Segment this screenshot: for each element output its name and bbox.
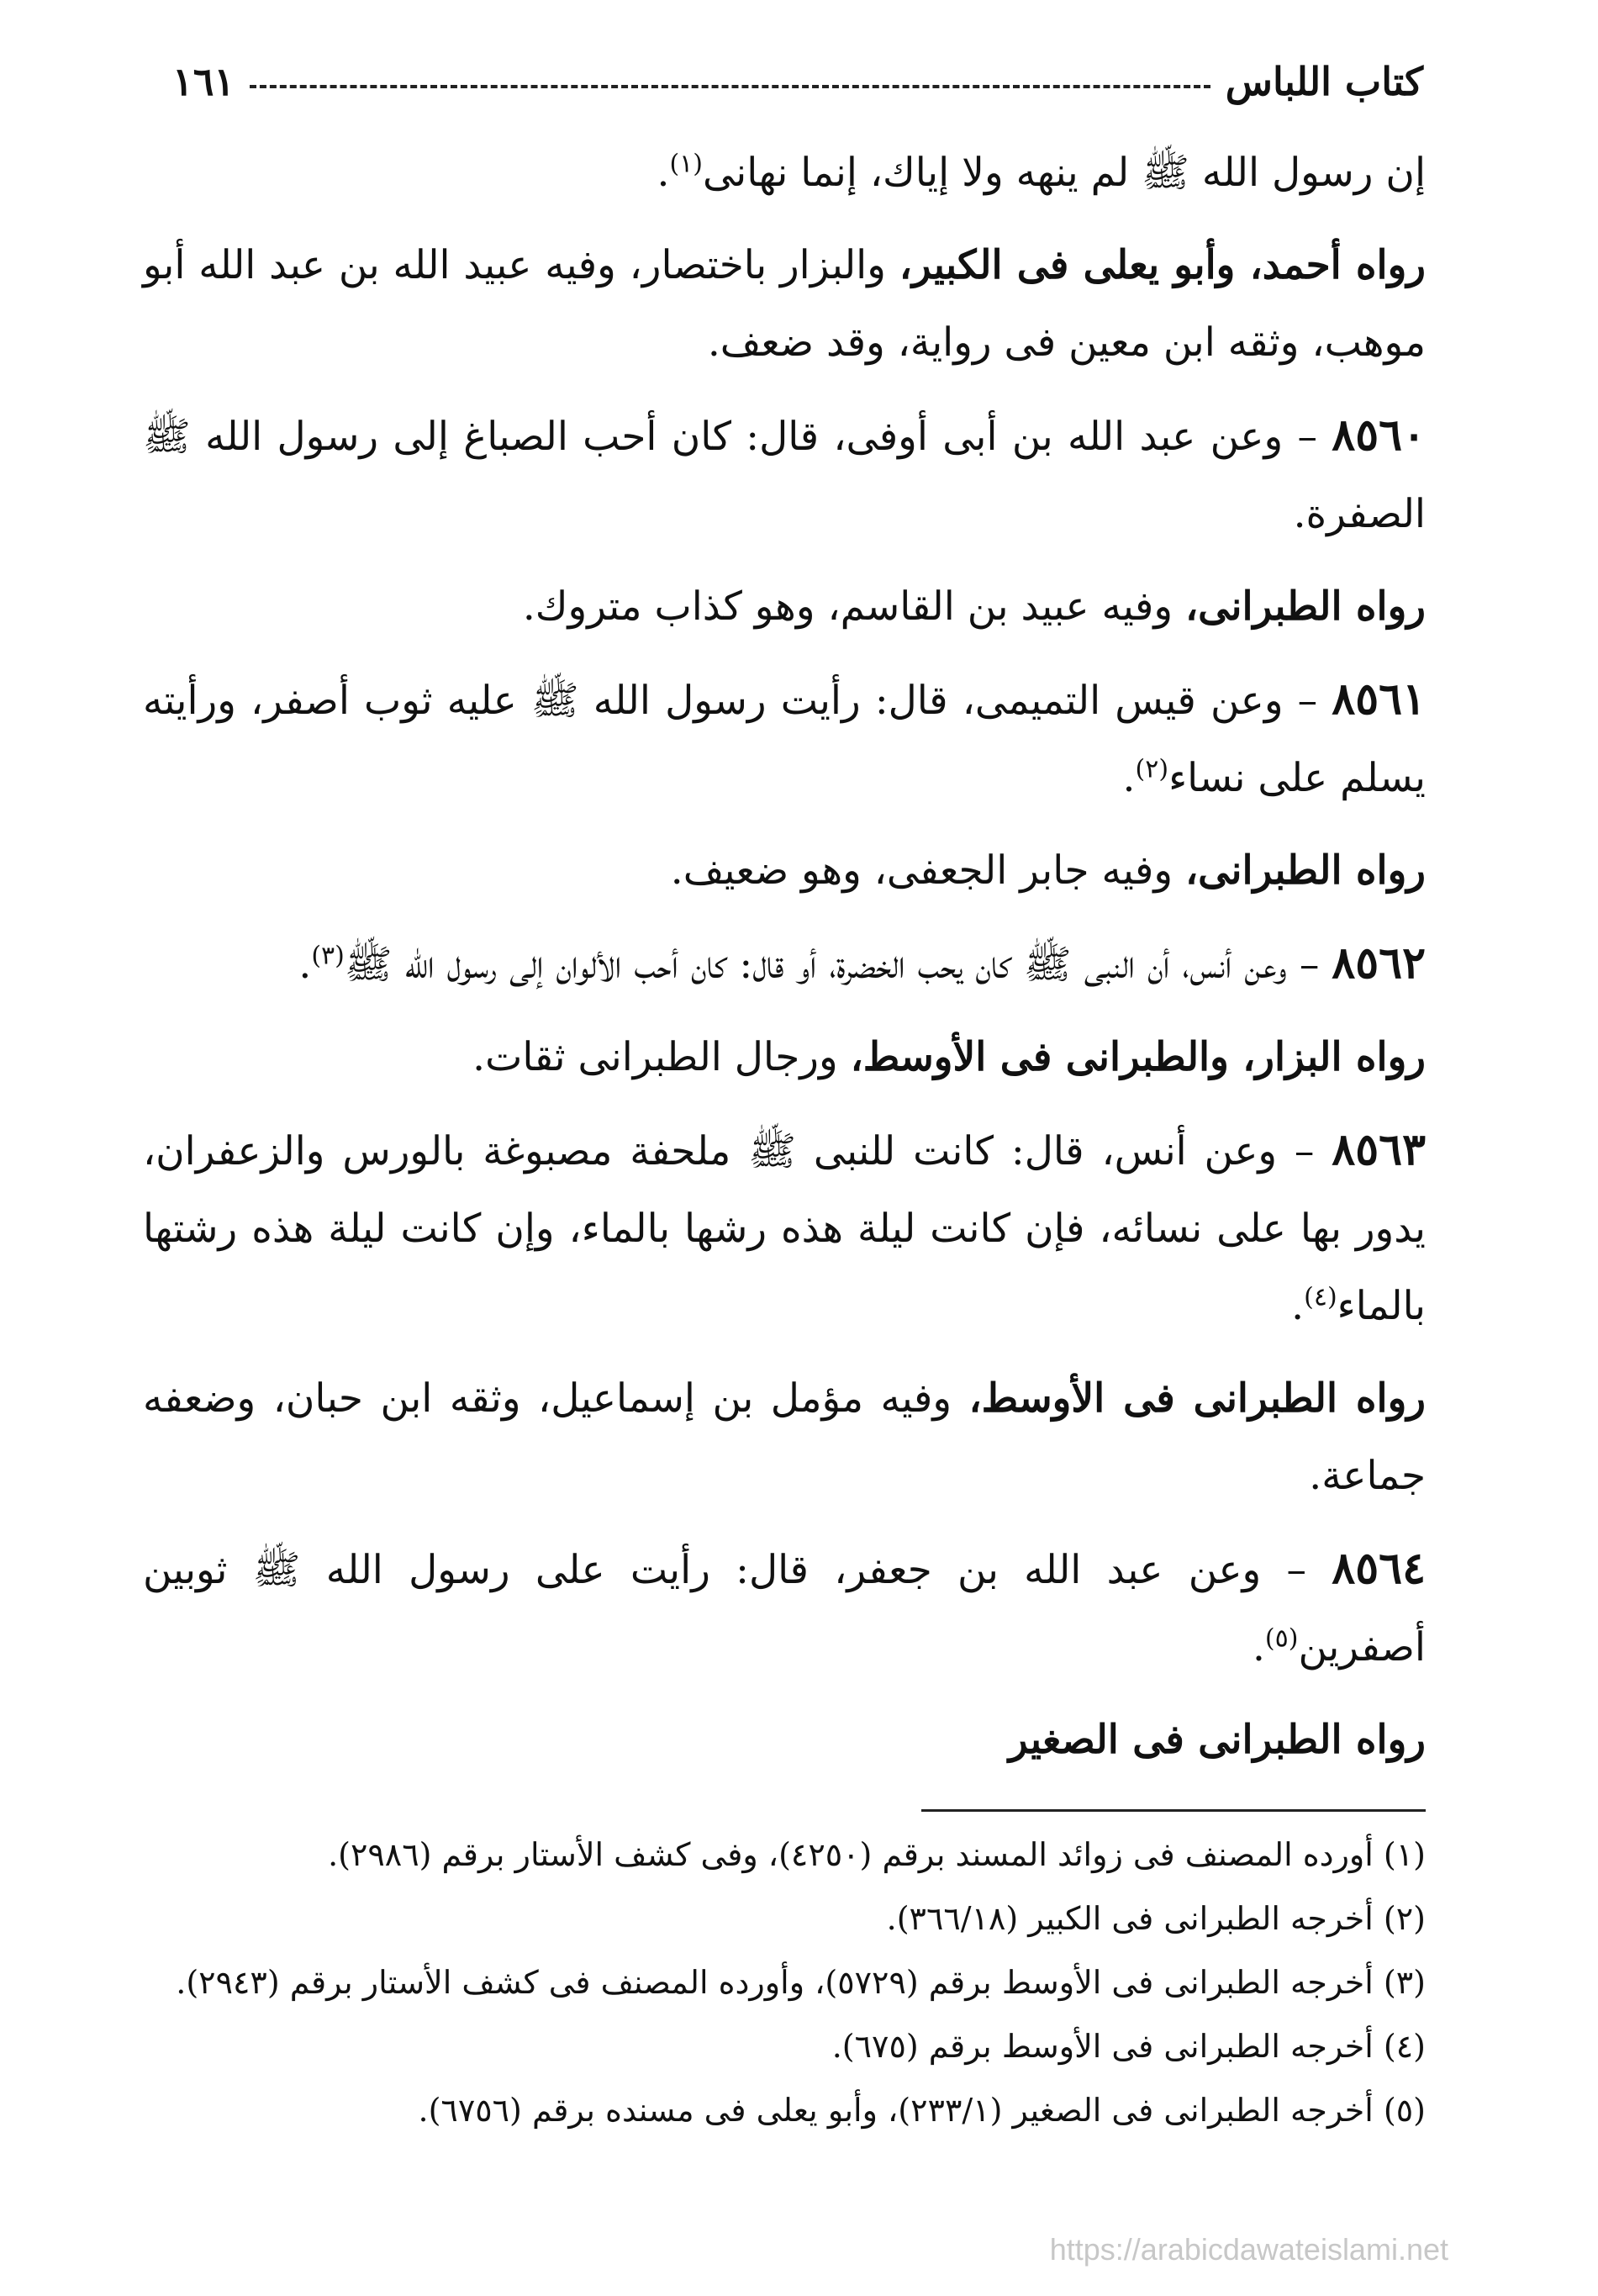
footnote-2: (٢) أخرجه الطبرانى فى الكبير (٣٦٦/١٨). [886,1900,1426,1937]
paragraph-source [143,568,1426,646]
hadith-text: – وعن عبد الله بن أبى أوفى، قال: كان أحب الصباغ إلى رسول الله ﷺ الصفرة. [143,414,1426,537]
hadith-number: ٨٥٦٤ [1332,1543,1426,1594]
paragraph-text: إن رسول الله ﷺ لم ينهه ولا إياك، إنما نهانى [703,150,1426,196]
source-lead: رواه الطبرانى فى الأوسط، [968,1375,1426,1422]
source-lead: رواه الطبرانى، [1185,847,1426,894]
hadith-text: – وعن عبد الله بن جعفر، قال: رأيت على رسول الله ﷺ ثوبين أصفرين [143,1547,1426,1671]
footnotes [143,1826,1426,2146]
paragraph-source [143,832,1426,910]
hadith-number: ٨٥٦١ [1332,673,1426,725]
footnote-ref: (٤) [1304,1282,1337,1312]
source-lead: رواه الطبرانى فى الصغير [1008,1717,1426,1763]
footnote-4: (٤) أخرجه الطبرانى فى الأوسط برقم (٦٧٥). [831,2028,1426,2065]
running-header [172,52,1423,111]
hadith-text: – وعن قيس التميمى، قال: رأيت رسول الله ﷺ عليه ثوب أصفر، ورأيته يسلم على نساء [143,678,1426,801]
body-text [143,135,1426,1794]
hadith-8564: ٨٥٦٤ – وعن عبد الله بن جعفر، قال: رأيت على رسول الله ﷺ ثوبين أصفرين$^{(٥)}$. [143,1543,1426,1671]
source-lead: رواه البزار، والطبرانى فى الأوسط، [850,1034,1426,1080]
source-text: ورجال الطبرانى ثقات. [472,1034,851,1080]
source-text: وفيه جابر الجعفى، وهو ضعيف. [670,847,1186,894]
source-lead: رواه أحمد، وأبو يعلى فى الكبير، [899,242,1427,288]
watermark-url: https://arabicdawateislami.net [1049,2232,1448,2267]
hadith-number: ٨٥٦٣ [1332,1124,1426,1175]
hadith-number: ٨٥٦٢ [1332,937,1426,989]
footnote-ref: (٣) [311,941,345,971]
footnote-5: (٥) أخرجه الطبرانى فى الصغير (٢٣٣/١)، وأبو يعلى فى مسنده برقم (٦٧٥٦). [418,2092,1426,2129]
hadith-number: ٨٥٦٠ [1332,409,1426,461]
hadith-text: – وعن أنس، أن النبى ﷺ كان يحب الخضرة، أو قال: كان أحب الألوان إلى رسول الله ﷺ [344,942,1332,988]
source-text: وفيه عبيد بن القاسم، وهو كذاب متروك. [522,583,1186,630]
page-number: ١٦١ [172,59,235,104]
hadith-8563: ٨٥٦٣ – وعن أنس، قال: كانت للنبى ﷺ ملحفة مصبوغة بالورس والزعفران، يدور بها على نسائه، فإن كانت ليلة هذه رشها بالماء، وإن كانت ليلة هذه رشتها بالماء$^{(٤)}$. [143,1124,1426,1329]
paragraph-source [143,1360,1426,1515]
paragraph-continuation: إن رسول الله ﷺ لم ينهه ولا إياك، إنما نهانى$^{(١)}$. [657,149,1426,196]
footnote-3: (٣) أخرجه الطبرانى فى الأوسط برقم (٥٧٢٩)، وأورده المصنف فى كشف الأستار برقم (٢٩٤٣). [176,1964,1426,2001]
header-dashed-rule [250,85,1210,88]
hadith-text: – وعن أنس، قال: كانت للنبى ﷺ ملحفة مصبوغة بالورس والزعفران، يدور بها على نسائه، فإن كانت ليلة هذه رشها بالماء، وإن كانت ليلة هذه رشتها بالماء [143,1128,1426,1329]
paragraph-source [143,1702,1426,1779]
hadith-8562: ٨٥٦٢ – وعن أنس، أن النبى ﷺ كان يحب الخضرة، أو قال: كان أحب الألوان إلى رسول الله ﷺ$^{(٣)}$. [298,937,1426,989]
hadith-8561: ٨٥٦١ – وعن قيس التميمى، قال: رأيت رسول الله ﷺ عليه ثوب أصفر، ورأيته يسلم على نساء$^{(٢)}$. [143,673,1426,801]
footnote-1: (١) أورده المصنف فى زوائد المسند برقم (٤٢٥٠)، وفى كشف الأستار برقم (٢٩٨٦). [328,1836,1426,1873]
footnote-separator [921,1809,1426,1812]
source-text: وفيه مؤمل بن إسماعيل، وثقه ابن حبان، وضعفه جماعة. [143,1375,1426,1499]
paragraph-source [143,1019,1426,1096]
source-lead: رواه الطبرانى، [1185,583,1426,630]
hadith-8560 [143,397,1426,553]
footnote-ref: (٢) [1135,754,1169,784]
header-title: كتاب اللباس [1225,59,1423,104]
footnote-ref: (١) [669,149,703,179]
paragraph-source [143,227,1426,382]
source-text: والبزار باختصار، وفيه عبيد الله بن عبد الله أبو موهب، وثقه ابن معين فى رواية، وقد ضعف. [143,242,1426,366]
footnote-ref: (٥) [1264,1623,1299,1654]
